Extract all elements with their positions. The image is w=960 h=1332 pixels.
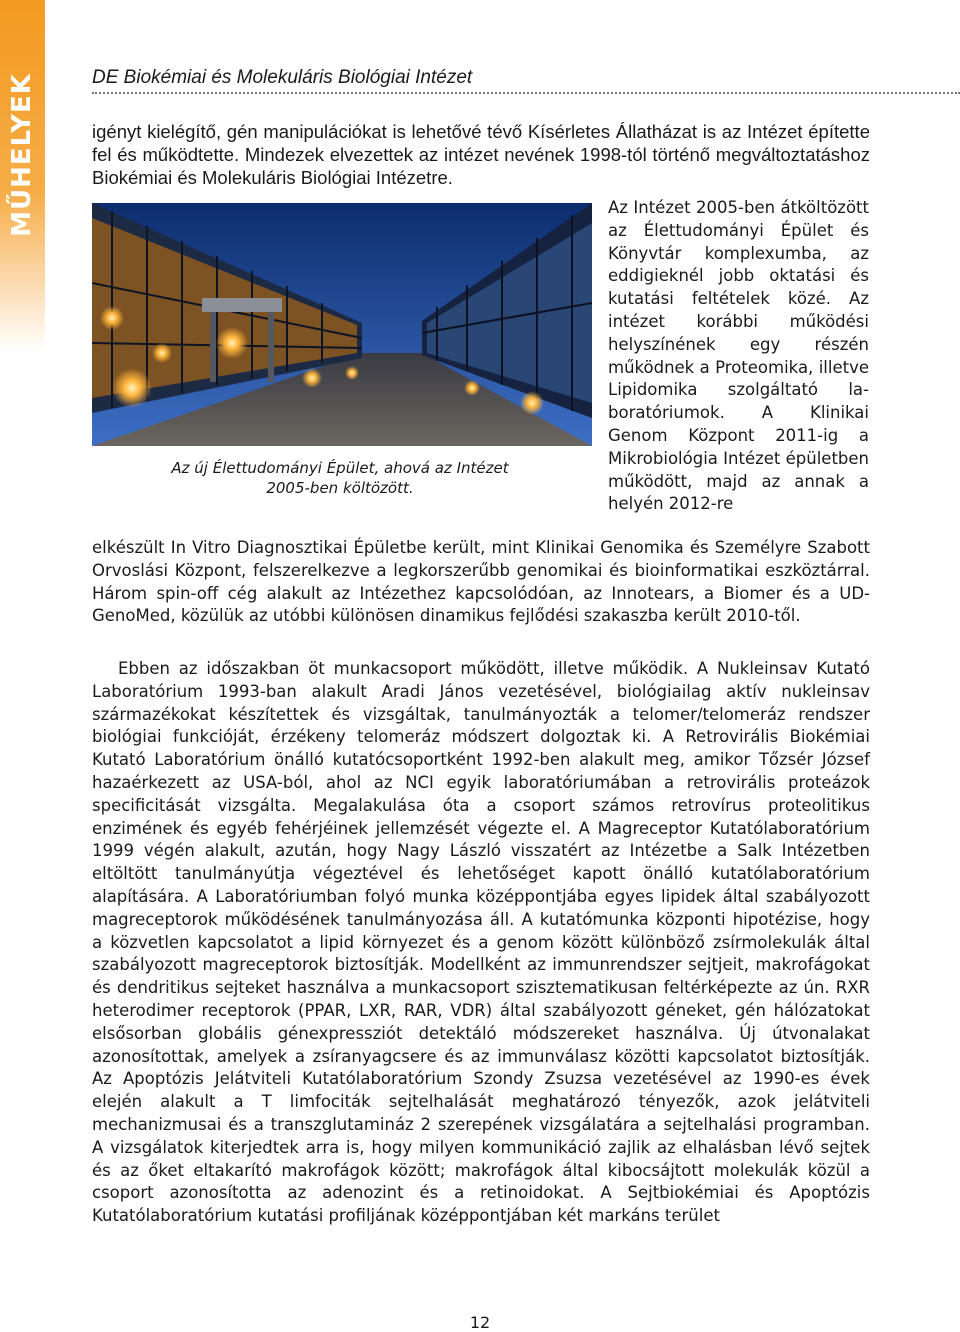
intro-paragraph: igényt kielégítő, gén manipulációkat is lehetővé tévő Kísérletes Állatházat is az Intézet építette fel és működtette. Mindezek elvezettek az intézet nevének 1998-tól történő megváltoztatáshoz Biokémiai és Molekuláris Biológiai Intézetre.: [92, 121, 870, 188]
header-divider: [92, 92, 960, 94]
section-tab: [0, 0, 45, 350]
photo-caption: Az új Élettudományi Épület, ahová az Intézet 2005-ben költözött.: [171, 459, 509, 497]
page-number: 12: [469, 1313, 491, 1332]
building-photo: [92, 203, 592, 446]
body-paragraph-wrapped: Az Intézet 2005-ben átköltözött az Élettudományi Épület és Könyvtár komplexumba, az eddigieknél jobb oktatási és kutatási feltételek közé. Az intézet korábbi működési helyszínének egy részén működnek a Proteomika, illetve Lipidomika szolgáltató laboratóriumok. A Klinikai Genom Központ 2011-ig a Mikrobiológia Intézet épületben működött, majd az annak a helyén 2012-re: [608, 198, 869, 514]
section-tab-label: MŰHELYEK: [7, 73, 37, 237]
running-header: DE Biokémiai és Molekuláris Biológiai Intézet: [92, 67, 473, 88]
body-paragraph-research-groups: Ebben az időszakban öt munkacsoport működött, illetve működik. A Nukleinsav Kutató Laboratórium 1993-ban alakult Aradi János vezetésével, biológiailag aktív nukleinsav származékokat készítettek és vizsgáltak, tanulmányozták a telomer/telomeráz rendszer biológiai funkcióját, érzékeny telomeráz módszert dolgoztak ki. A Retrovirális Biokémiai Kutató Laboratórium önálló kutatócsoportként 1992-ben alakult meg, amikor Tőzsér József hazaérkezett az USA-ból, ahol az NCI egyik laboratóriumában a retrovirális proteázok specificitását vizsgálta. Megalakulása óta a csoport számos retrovírus proteolitikus enzimének és egyéb fehérjéinek jellemzését végezte el. A Magreceptor Kutatólaboratórium 1999 végén alakult, azután, hogy Nagy László visszatért az Intézetbe a Salk Intézetben eltöltött tanulmányútja végeztével és lehetőséget kapott önálló kutatólaboratórium alapítására. A Laboratóriumban folyó munka középpontjába egyes lipidek által szabályozott magreceptorok működésének tanulmányozása áll. A kutatómunka központi hipotézise, hogy a közvetlen kapcsolatot a lipid környezet és a genom között különböző zsírmolekulák által szabályozott magreceptorok biztosítják. Modellként az immunrendszer sejtjeit, makrofágokat és dendritikus sejteket használva a munkacsoport szisztematikusan feltérképezte az ún. RXR heterodimer receptorok (PPAR, LXR, RAR, VDR) által szabályozott géneket, gén hálózatokat elsősorban globális génexpressziót detektáló módszereket használva. Új útvonalakat azonosítottak, amelyek a zsíranyagcsere és az immunválasz közötti kapcsolatot biztosítják. Az Apoptózis Jelátviteli Kutatólaboratórium Szondy Zsuzsa vezetésével az 1990-es évek elején alakult a T limfociták sejtelhalását meghatározó tényezők, azok jelátviteli mechanizmusai és a transzglutamináz 2 szerepének vizsgálatára a sejtelhalási programban. A vizsgálatok kiterjedtek arra is, hogy milyen kommunikáció zajlik az elhalásban lévő sejtek és az őket eltakarító makrofágok között; makrofágok által kibocsájtott molekulák közül a csoport azonosította az adenozint és a retinoidokat. A Sejtbiokémiai és Apoptózis Kutatólaboratórium kutatási profiljának középpontjában két markáns terület: [92, 659, 870, 1226]
body-paragraph-continued: elkészült In Vitro Diagnosztikai Épületbe került, mint Klinikai Genomika és Személyre Szabott Orvoslási Központ, felszerelkezve a legkorszerűbb genomikai és bioinformatikai eszköztárral. Három spin-off cég alakult az Intézethez kapcsolódóan, az Innotears, a Biomer és a UD-GenoMed, közülük az utóbbi különösen dinamikus fejlődési szakaszba került 2010-től.: [92, 538, 870, 626]
